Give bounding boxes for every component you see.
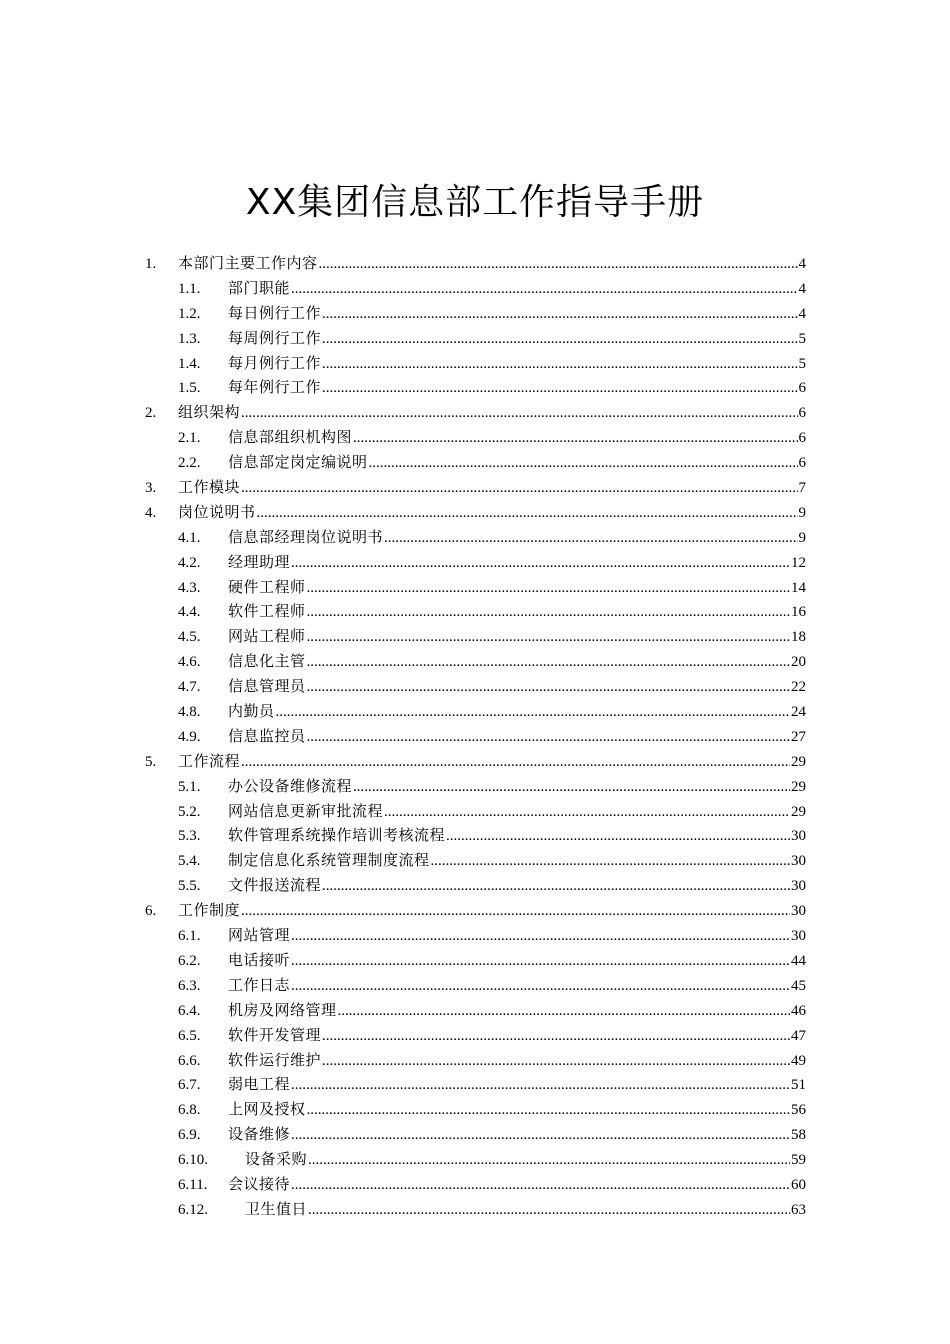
toc-entry-title: 软件工程师: [228, 602, 306, 621]
toc-entry-page-number: 60: [791, 1176, 806, 1193]
toc-dot-leader: [322, 376, 797, 401]
toc-entry-number: 4.2.: [178, 554, 201, 571]
toc-entry-number: 1.3.: [178, 330, 201, 347]
toc-entry[interactable]: [145, 724, 806, 749]
toc-dot-leader: [338, 999, 790, 1024]
toc-entry-page-number: 22: [791, 679, 806, 696]
toc-entry-title: 信息部组织机构图: [228, 428, 353, 447]
toc-entry[interactable]: [145, 1147, 806, 1172]
toc-entry-page-number: 30: [791, 828, 806, 845]
toc-entry-title: 网站管理: [228, 926, 291, 945]
toc-entry-title: 信息部定岗定编说明: [228, 453, 368, 472]
toc-dot-leader: [353, 775, 790, 800]
toc-entry-title: 上网及授权: [228, 1100, 306, 1119]
toc-dot-leader: [241, 899, 790, 924]
toc-dot-leader: [241, 750, 790, 775]
toc-entry-page-number: 56: [791, 1102, 806, 1119]
toc-entry[interactable]: [145, 326, 806, 351]
toc-entry-page-number: 5: [798, 355, 806, 372]
toc-dot-leader: [241, 401, 797, 426]
toc-entry-number: 3.: [145, 480, 157, 497]
toc-entry-page-number: 29: [791, 778, 806, 795]
toc-entry-title: 工作流程: [178, 751, 241, 770]
toc-entry-number: 1.: [145, 256, 157, 272]
toc-entry-number: 1.1.: [178, 280, 201, 297]
toc-entry-number: 4.9.: [178, 728, 201, 745]
toc-dot-leader: [308, 1198, 790, 1223]
toc-entry-number: 6.6.: [178, 1052, 201, 1069]
toc-entry-title: 卫生值日: [245, 1199, 308, 1218]
toc-entry[interactable]: [145, 1172, 806, 1197]
toc-entry-page-number: 4: [798, 305, 806, 322]
toc-entry[interactable]: [145, 450, 806, 475]
toc-entry-number: 2.1.: [178, 430, 201, 447]
toc-entry[interactable]: [145, 251, 806, 276]
toc-entry-page-number: 4: [798, 256, 806, 272]
toc-entry-number: 1.2.: [178, 305, 201, 322]
toc-entry[interactable]: [145, 351, 806, 376]
toc-dot-leader: [353, 426, 797, 451]
toc-entry-title: 本部门主要工作内容: [178, 254, 318, 272]
toc-entry-title: 软件运行维护: [228, 1050, 322, 1069]
toc-dot-leader: [307, 625, 790, 650]
toc-dot-leader: [257, 501, 798, 526]
toc-entry-page-number: 44: [791, 952, 806, 969]
toc-dot-leader: [322, 327, 797, 352]
toc-dot-leader: [307, 650, 790, 675]
toc-entry[interactable]: [145, 823, 806, 848]
toc-entry-title: 岗位说明书: [178, 502, 256, 521]
toc-entry[interactable]: [145, 475, 806, 500]
toc-entry-number: 6.5.: [178, 1027, 201, 1044]
toc-entry-page-number: 6: [798, 405, 806, 422]
toc-entry-number: 6.12.: [178, 1201, 208, 1218]
toc-entry-number: 6.7.: [178, 1077, 201, 1094]
toc-entry-page-number: 51: [791, 1077, 806, 1094]
toc-entry-number: 2.: [145, 405, 157, 422]
toc-entry-title: 组织架构: [178, 403, 241, 422]
toc-entry[interactable]: [145, 948, 806, 973]
toc-entry[interactable]: [145, 575, 806, 600]
toc-entry-title: 硬件工程师: [228, 577, 306, 596]
toc-entry-page-number: 4: [798, 280, 806, 297]
toc-entry-number: 5.3.: [178, 828, 201, 845]
toc-entry[interactable]: [145, 973, 806, 998]
toc-entry[interactable]: [145, 699, 806, 724]
toc-entry-number: 5.1.: [178, 778, 201, 795]
toc-entry[interactable]: [145, 1048, 806, 1073]
toc-entry-page-number: 12: [791, 554, 806, 571]
toc-entry-number: 4.5.: [178, 629, 201, 646]
toc-entry[interactable]: [145, 1197, 806, 1222]
toc-entry-page-number: 30: [791, 853, 806, 870]
toc-entry-title: 会议接待: [228, 1174, 291, 1193]
toc-entry-number: 6.4.: [178, 1002, 201, 1019]
toc-dot-leader: [291, 974, 790, 999]
toc-entry-title: 每周例行工作: [228, 328, 322, 347]
toc-entry-title: 软件开发管理: [228, 1025, 322, 1044]
toc-entry-page-number: 59: [791, 1152, 806, 1169]
toc-entry[interactable]: [145, 674, 806, 699]
toc-entry-page-number: 6: [798, 380, 806, 397]
toc-entry-number: 5.5.: [178, 878, 201, 895]
toc-entry-number: 5.4.: [178, 853, 201, 870]
toc-entry-title: 制定信息化系统管理制度流程: [228, 851, 430, 870]
toc-entry-page-number: 58: [791, 1127, 806, 1144]
toc-entry-title: 工作模块: [178, 478, 241, 497]
toc-entry-title: 部门职能: [228, 278, 291, 297]
toc-entry-number: 5.2.: [178, 803, 201, 820]
toc-entry-number: 4.3.: [178, 579, 201, 596]
toc-entry[interactable]: [145, 1072, 806, 1097]
toc-entry-number: 1.5.: [178, 380, 201, 397]
toc-entry-number: 6.9.: [178, 1127, 201, 1144]
toc-dot-leader: [431, 849, 790, 874]
toc-entry[interactable]: [145, 599, 806, 624]
document-title: XX集团信息部工作指导手册: [245, 182, 705, 223]
toc-dot-leader: [307, 675, 790, 700]
toc-entry-title: 网站信息更新审批流程: [228, 801, 384, 820]
toc-entry-number: 6.3.: [178, 977, 201, 994]
toc-entry-title: 设备采购: [245, 1150, 308, 1169]
toc-entry-number: 4.7.: [178, 679, 201, 696]
toc-entry-page-number: 14: [791, 579, 806, 596]
toc-entry-page-number: 18: [791, 629, 806, 646]
toc-dot-leader: [322, 352, 797, 377]
toc-entry-title: 每月例行工作: [228, 353, 322, 372]
toc-entry[interactable]: [145, 550, 806, 575]
table-of-contents: [145, 251, 806, 1222]
toc-entry[interactable]: [145, 276, 806, 301]
toc-entry-number: 4.4.: [178, 604, 201, 621]
toc-entry-page-number: 30: [791, 878, 806, 895]
toc-entry[interactable]: [145, 1023, 806, 1048]
toc-entry-page-number: 20: [791, 654, 806, 671]
toc-dot-leader: [291, 551, 790, 576]
toc-dot-leader: [241, 476, 797, 501]
toc-entry-page-number: 24: [791, 704, 806, 721]
toc-dot-leader: [307, 725, 790, 750]
toc-entry[interactable]: [145, 400, 806, 425]
toc-entry-page-number: 49: [791, 1052, 806, 1069]
toc-entry[interactable]: [145, 375, 806, 400]
toc-entry-number: 6.11.: [178, 1176, 208, 1193]
toc-entry-number: 4.1.: [178, 529, 201, 546]
toc-entry[interactable]: [145, 923, 806, 948]
toc-entry-title: 每年例行工作: [228, 378, 322, 397]
toc-entry-title: 经理助理: [228, 552, 291, 571]
toc-entry-number: 2.2.: [178, 455, 201, 472]
toc-dot-leader: [291, 1073, 790, 1098]
toc-dot-leader: [276, 700, 790, 725]
toc-entry[interactable]: [145, 649, 806, 674]
toc-entry-title: 软件管理系统操作培训考核流程: [228, 826, 446, 845]
toc-entry-title: 电话接听: [228, 950, 291, 969]
toc-dot-leader: [319, 252, 798, 277]
toc-entry-title: 信息化主管: [228, 652, 306, 671]
toc-entry-title: 工作日志: [228, 975, 291, 994]
toc-dot-leader: [322, 1049, 790, 1074]
toc-entry-page-number: 5: [798, 330, 806, 347]
toc-entry-page-number: 7: [798, 480, 806, 497]
toc-entry-title: 内勤员: [228, 702, 275, 721]
toc-dot-leader: [369, 451, 798, 476]
toc-dot-leader: [322, 874, 790, 899]
toc-entry[interactable]: [145, 1122, 806, 1147]
toc-entry-title: 机房及网络管理: [228, 1000, 337, 1019]
toc-entry[interactable]: [145, 500, 806, 525]
toc-dot-leader: [307, 600, 790, 625]
toc-entry-page-number: 45: [791, 977, 806, 994]
toc-entry-number: 1.4.: [178, 355, 201, 372]
toc-entry-number: 6.8.: [178, 1102, 201, 1119]
toc-entry-title: 信息监控员: [228, 726, 306, 745]
toc-entry[interactable]: [145, 1097, 806, 1122]
toc-entry-number: 6.2.: [178, 952, 201, 969]
toc-entry[interactable]: [145, 624, 806, 649]
toc-entry[interactable]: [145, 799, 806, 824]
toc-entry-page-number: 6: [798, 455, 806, 472]
toc-entry-page-number: 27: [791, 728, 806, 745]
toc-dot-leader: [291, 924, 790, 949]
toc-dot-leader: [446, 824, 790, 849]
toc-entry-title: 设备维修: [228, 1125, 291, 1144]
toc-entry[interactable]: [145, 848, 806, 873]
toc-dot-leader: [307, 576, 790, 601]
toc-entry-page-number: 29: [791, 803, 806, 820]
toc-entry-title: 弱电工程: [228, 1075, 291, 1094]
toc-dot-leader: [322, 1024, 790, 1049]
toc-entry-page-number: 46: [791, 1002, 806, 1019]
toc-entry[interactable]: [145, 774, 806, 799]
toc-entry[interactable]: [145, 898, 806, 923]
toc-entry[interactable]: [145, 749, 806, 774]
toc-entry-page-number: 47: [791, 1027, 806, 1044]
toc-entry-page-number: 16: [791, 604, 806, 621]
toc-dot-leader: [291, 1173, 790, 1198]
toc-entry[interactable]: [145, 425, 806, 450]
toc-entry-title: 每日例行工作: [228, 303, 322, 322]
toc-entry[interactable]: [145, 873, 806, 898]
toc-dot-leader: [384, 526, 797, 551]
toc-entry-page-number: 30: [791, 903, 806, 920]
toc-entry-title: 信息管理员: [228, 677, 306, 696]
toc-entry-title: 文件报送流程: [228, 876, 322, 895]
toc-entry-page-number: 9: [798, 529, 806, 546]
toc-dot-leader: [291, 277, 797, 302]
toc-dot-leader: [291, 949, 790, 974]
toc-entry-title: 办公设备维修流程: [228, 776, 353, 795]
toc-entry-number: 5.: [145, 753, 157, 770]
toc-entry-number: 6.: [145, 903, 157, 920]
toc-entry-number: 4.: [145, 504, 157, 521]
toc-entry-title: 信息部经理岗位说明书: [228, 527, 384, 546]
toc-dot-leader: [291, 1123, 790, 1148]
toc-dot-leader: [384, 800, 790, 825]
toc-entry-page-number: 6: [798, 430, 806, 447]
toc-entry-page-number: 30: [791, 928, 806, 945]
toc-entry[interactable]: [145, 998, 806, 1023]
toc-entry-number: 4.8.: [178, 704, 201, 721]
toc-entry[interactable]: [145, 525, 806, 550]
toc-entry-page-number: 9: [798, 504, 806, 521]
toc-entry-page-number: 63: [791, 1201, 806, 1218]
toc-entry-title: 网站工程师: [228, 627, 306, 646]
toc-entry[interactable]: [145, 301, 806, 326]
toc-entry-title: 工作制度: [178, 901, 241, 920]
toc-entry-number: 6.1.: [178, 928, 201, 945]
toc-dot-leader: [307, 1098, 790, 1123]
toc-dot-leader: [308, 1148, 790, 1173]
toc-entry-page-number: 29: [791, 753, 806, 770]
toc-dot-leader: [322, 302, 797, 327]
toc-entry-number: 4.6.: [178, 654, 201, 671]
toc-entry-number: 6.10.: [178, 1152, 208, 1169]
